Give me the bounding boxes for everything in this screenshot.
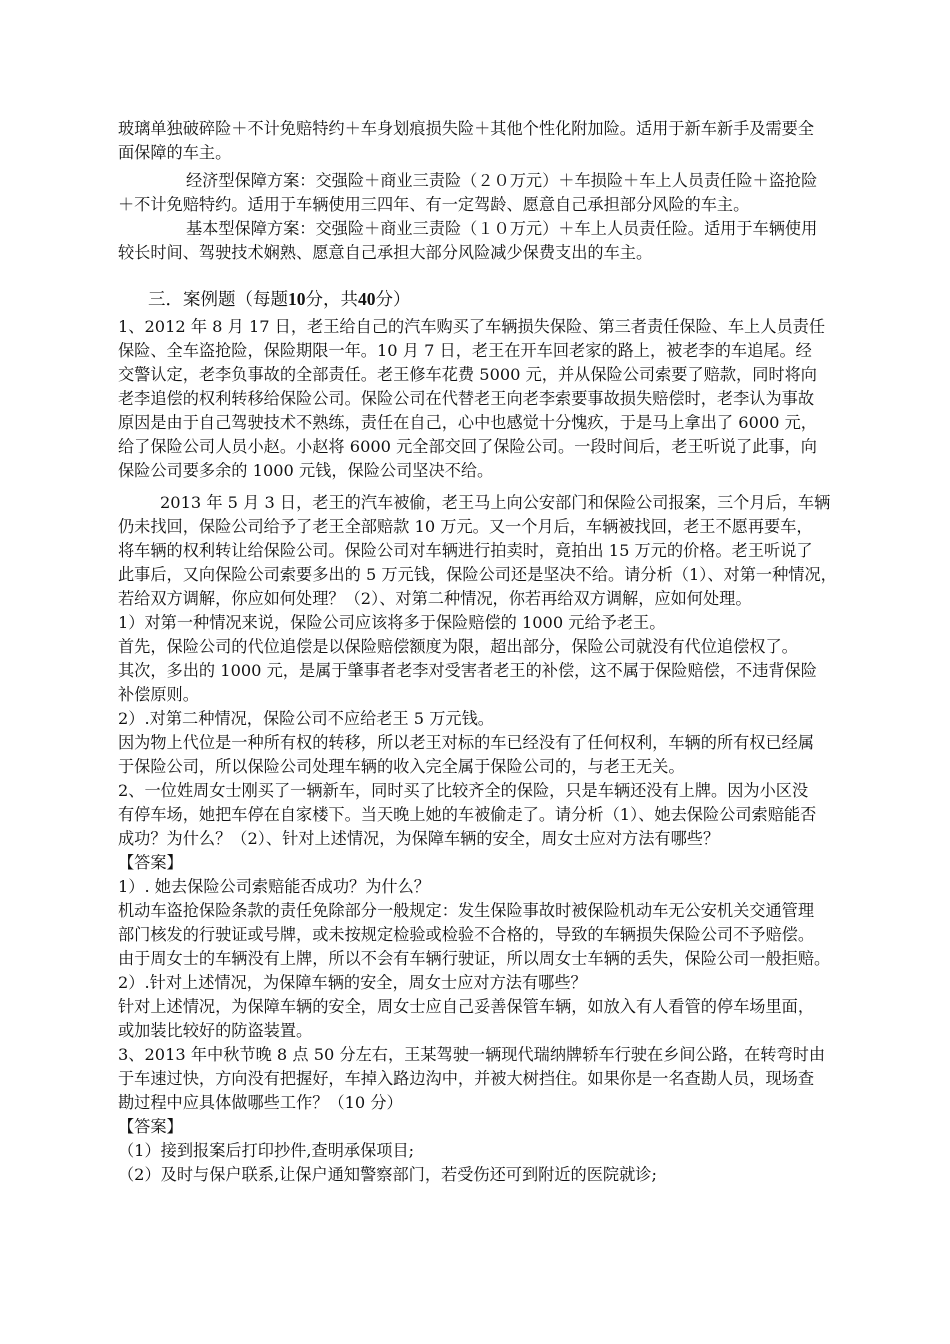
text-line: 针对上述情况，为保障车辆的安全，周女士应自己妥善保管车辆，如放入有人看管的停车场里面， [118, 997, 815, 1016]
text-line: （1）接到报案后打印抄件,查明承保项目; [118, 1141, 415, 1160]
text-line: 2）.针对上述情况，为保障车辆的安全，周女士应对方法有哪些？ [118, 973, 587, 992]
text-line: 面保障的车主。 [118, 143, 232, 162]
text-line: 首先，保险公司的代位追偿是以保险赔偿额度为限，超出部分，保险公司就没有代位追偿权了。 [118, 637, 798, 656]
answer-label: 【答案】 [118, 853, 183, 872]
section-heading-points: 10 [288, 289, 306, 309]
section-heading-text: 分，共 [305, 290, 358, 310]
answer-label: 【答案】 [118, 1117, 183, 1136]
text-line: 较长时间、驾驶技术娴熟、愿意自己承担大部分风险减少保费支出的车主。 [118, 243, 653, 262]
section-heading-total: 40 [358, 289, 376, 309]
text-line: 2、一位姓周女士刚买了一辆新车，同时买了比较齐全的保险，只是车辆还没有上牌。因为小区没 [118, 781, 809, 800]
text-line: 保险公司要多余的 1000 元钱，保险公司坚决不给。 [118, 461, 494, 480]
text-line: 1）对第一种情况来说，保险公司应该将多于保险赔偿的 1000 元给予老王。 [118, 613, 666, 632]
text-line: 2）.对第二种情况，保险公司不应给老王 5 万元钱。 [118, 709, 494, 728]
text-line: 经济型保障方案：交强险＋商业三责险（２０万元）＋车损险＋车上人员责任险＋盗抢险 [186, 171, 818, 190]
text-line: 将车辆的权利转让给保险公司。保险公司对车辆进行拍卖时，竟拍出 15 万元的价格。老王听说了 [118, 541, 813, 560]
text-line: 机动车盗抢保险条款的责任免除部分一般规定：发生保险事故时被保险机动车无公安机关交通管理 [118, 901, 815, 920]
text-line: 仍未找回，保险公司给予了老王全部赔款 10 万元。又一个月后，车辆被找回，老王不愿再要车， [118, 517, 813, 536]
text-line: 于保险公司，所以保险公司处理车辆的收入完全属于保险公司的，与老王无关。 [118, 757, 685, 776]
text-line: 1、2012 年 8 月 17 日，老王给自己的汽车购买了车辆损失保险、第三者责任保险、车上人员责任 [118, 317, 826, 336]
text-line: 勘过程中应具体做哪些工作？（10 分） [118, 1093, 403, 1112]
text-line: 玻璃单独破碎险＋不计免赔特约＋车身划痕损失险＋其他个性化附加险。适用于新车新手及需要全 [118, 119, 815, 138]
text-line: 原因是由于自己驾驶技术不熟练，责任在自己，心中也感觉十分愧疚，于是马上拿出了 6000 元， [118, 413, 817, 432]
text-line: 补偿原则。 [118, 685, 199, 704]
text-line: 交警认定，老李负事故的全部责任。老王修车花费 5000 元，并从保险公司索要了赔款，同时将向 [118, 365, 817, 384]
text-line: 于车速过快，方向没有把握好，车掉入路边沟中，并被大树挡住。如果你是一名查勘人员，现场查 [118, 1069, 815, 1088]
text-line: 其次，多出的 1000 元，是属于肇事者老李对受害者老王的补偿，这不属于保险赔偿，不违背保险 [118, 661, 817, 680]
text-line: 若给双方调解，你应如何处理？（2）、对第二种情况，你若再给双方调解，应如何处理。 [118, 589, 752, 608]
text-line: 基本型保障方案：交强险＋商业三责险（１０万元）＋车上人员责任险。适用于车辆使用 [186, 219, 818, 238]
text-line: 部门核发的行驶证或号牌，或未按规定检验或检验不合格的，导致的车辆损失保险公司不予赔偿。 [118, 925, 815, 944]
text-line: 老李追偿的权利转移给保险公司。保险公司在代替老王向老李索要事故损失赔偿时，老李认为事故 [118, 389, 815, 408]
text-line: 成功？为什么？（2）、针对上述情况，为保障车辆的安全，周女士应对方法有哪些？ [118, 829, 720, 848]
text-line: 因为物上代位是一种所有权的转移，所以老王对标的车已经没有了任何权利，车辆的所有权已经属 [118, 733, 815, 752]
text-line: 3、2013 年中秋节晚 8 点 50 分左右，王某驾驶一辆现代瑞纳牌轿车行驶在乡间公路，在转弯时由 [118, 1045, 826, 1064]
text-line: 保险、全车盗抢险，保险期限一年。10 月 7 日，老王在开车回老家的路上，被老李的车追尾。经 [118, 341, 812, 360]
text-line: 或加装比较好的防盗装置。 [118, 1021, 313, 1040]
text-line: 有停车场，她把车停在自家楼下。当天晚上她的车被偷走了。请分析（1）、她去保险公司索赔能否 [118, 805, 817, 824]
text-line: ＋不计免赔特约。适用于车辆使用三四年、有一定驾龄、愿意自己承担部分风险的车主。 [118, 195, 750, 214]
text-line: 1）. 她去保险公司索赔能否成功？为什么？ [118, 877, 430, 896]
section-heading-text: 分） [375, 290, 411, 310]
text-line: 2013 年 5 月 3 日，老王的汽车被偷，老王马上向公安部门和保险公司报案，三个月后，车辆 [160, 493, 831, 512]
section-heading [148, 288, 411, 310]
text-line: （2）及时与保户联系,让保户通知警察部门，若受伤还可到附近的医院就诊; [118, 1165, 657, 1184]
section-heading-text: 三．案例题（每题 [148, 290, 288, 310]
text-line: 由于周女士的车辆没有上牌，所以不会有车辆行驶证，所以周女士车辆的丢失，保险公司一般拒赔。 [118, 949, 831, 968]
text-line: 此事后，又向保险公司索要多出的 5 万元钱，保险公司还是坚决不给。请分析（1）、对第一种情况， [118, 565, 837, 584]
text-line: 给了保险公司人员小赵。小赵将 6000 元全部交回了保险公司。一段时间后，老王听说了此事，向 [118, 437, 817, 456]
